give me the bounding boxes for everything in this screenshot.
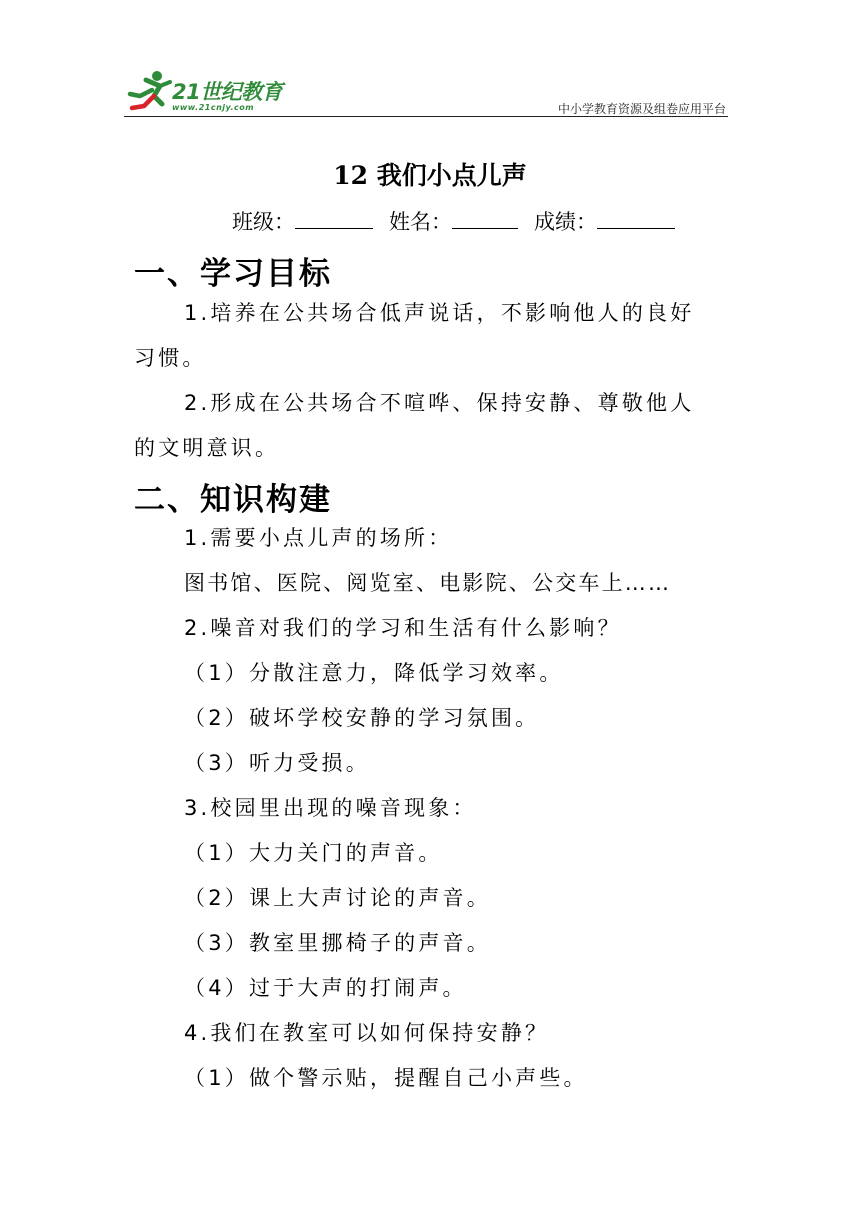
objective-line: 的文明意识。 — [134, 436, 280, 460]
page-header — [124, 66, 728, 116]
class-blank[interactable] — [295, 208, 373, 229]
knowledge-line: （2）破坏学校安静的学习氛围。 — [184, 706, 540, 730]
knowledge-line: （1）大力关门的声音。 — [184, 841, 443, 865]
score-blank[interactable] — [597, 208, 675, 229]
knowledge-line: （1）做个警示贴，提醒自己小声些。 — [184, 1066, 588, 1090]
knowledge-line: （4）过于大声的打闹声。 — [184, 976, 467, 1000]
knowledge-line: 2.噪音对我们的学习和生活有什么影响？ — [184, 616, 622, 640]
student-info-line — [232, 206, 675, 236]
objective-line: 2.形成在公共场合不喧哗、保持安静、尊敬他人 — [184, 391, 695, 415]
platform-name: 中小学教育资源及组卷应用平台 — [557, 102, 726, 116]
score-label: 成绩： — [534, 210, 597, 234]
logo-url: www.21cnjy.com — [172, 103, 255, 112]
class-label: 班级： — [232, 210, 295, 234]
knowledge-line: （2）课上大声讨论的声音。 — [184, 886, 491, 910]
objective-line: 1.培养在公共场合低声说话，不影响他人的良好 — [184, 301, 695, 325]
knowledge-line: 4.我们在教室可以如何保持安静？ — [184, 1021, 550, 1045]
name-label: 姓名： — [389, 210, 452, 234]
runner-icon — [124, 70, 174, 114]
objective-line: 习惯。 — [134, 346, 207, 370]
page-title: 12 我们小点儿声 — [333, 161, 527, 190]
section-heading-knowledge: 二、知识构建 — [134, 482, 332, 518]
logo — [124, 66, 294, 114]
knowledge-line: （3）听力受损。 — [184, 751, 370, 775]
knowledge-line: （3）教室里挪椅子的声音。 — [184, 931, 491, 955]
knowledge-line: 图书馆、医院、阅览室、电影院、公交车上…… — [184, 571, 672, 595]
section-heading-objectives: 一、学习目标 — [134, 256, 332, 292]
knowledge-line: 3.校园里出现的噪音现象： — [184, 796, 477, 820]
name-blank[interactable] — [452, 208, 518, 229]
header-rule — [124, 116, 728, 117]
knowledge-line: （1）分散注意力，降低学习效率。 — [184, 661, 564, 685]
logo-text: 21世纪教育 — [172, 80, 283, 104]
knowledge-line: 1.需要小点儿声的场所： — [184, 526, 453, 550]
